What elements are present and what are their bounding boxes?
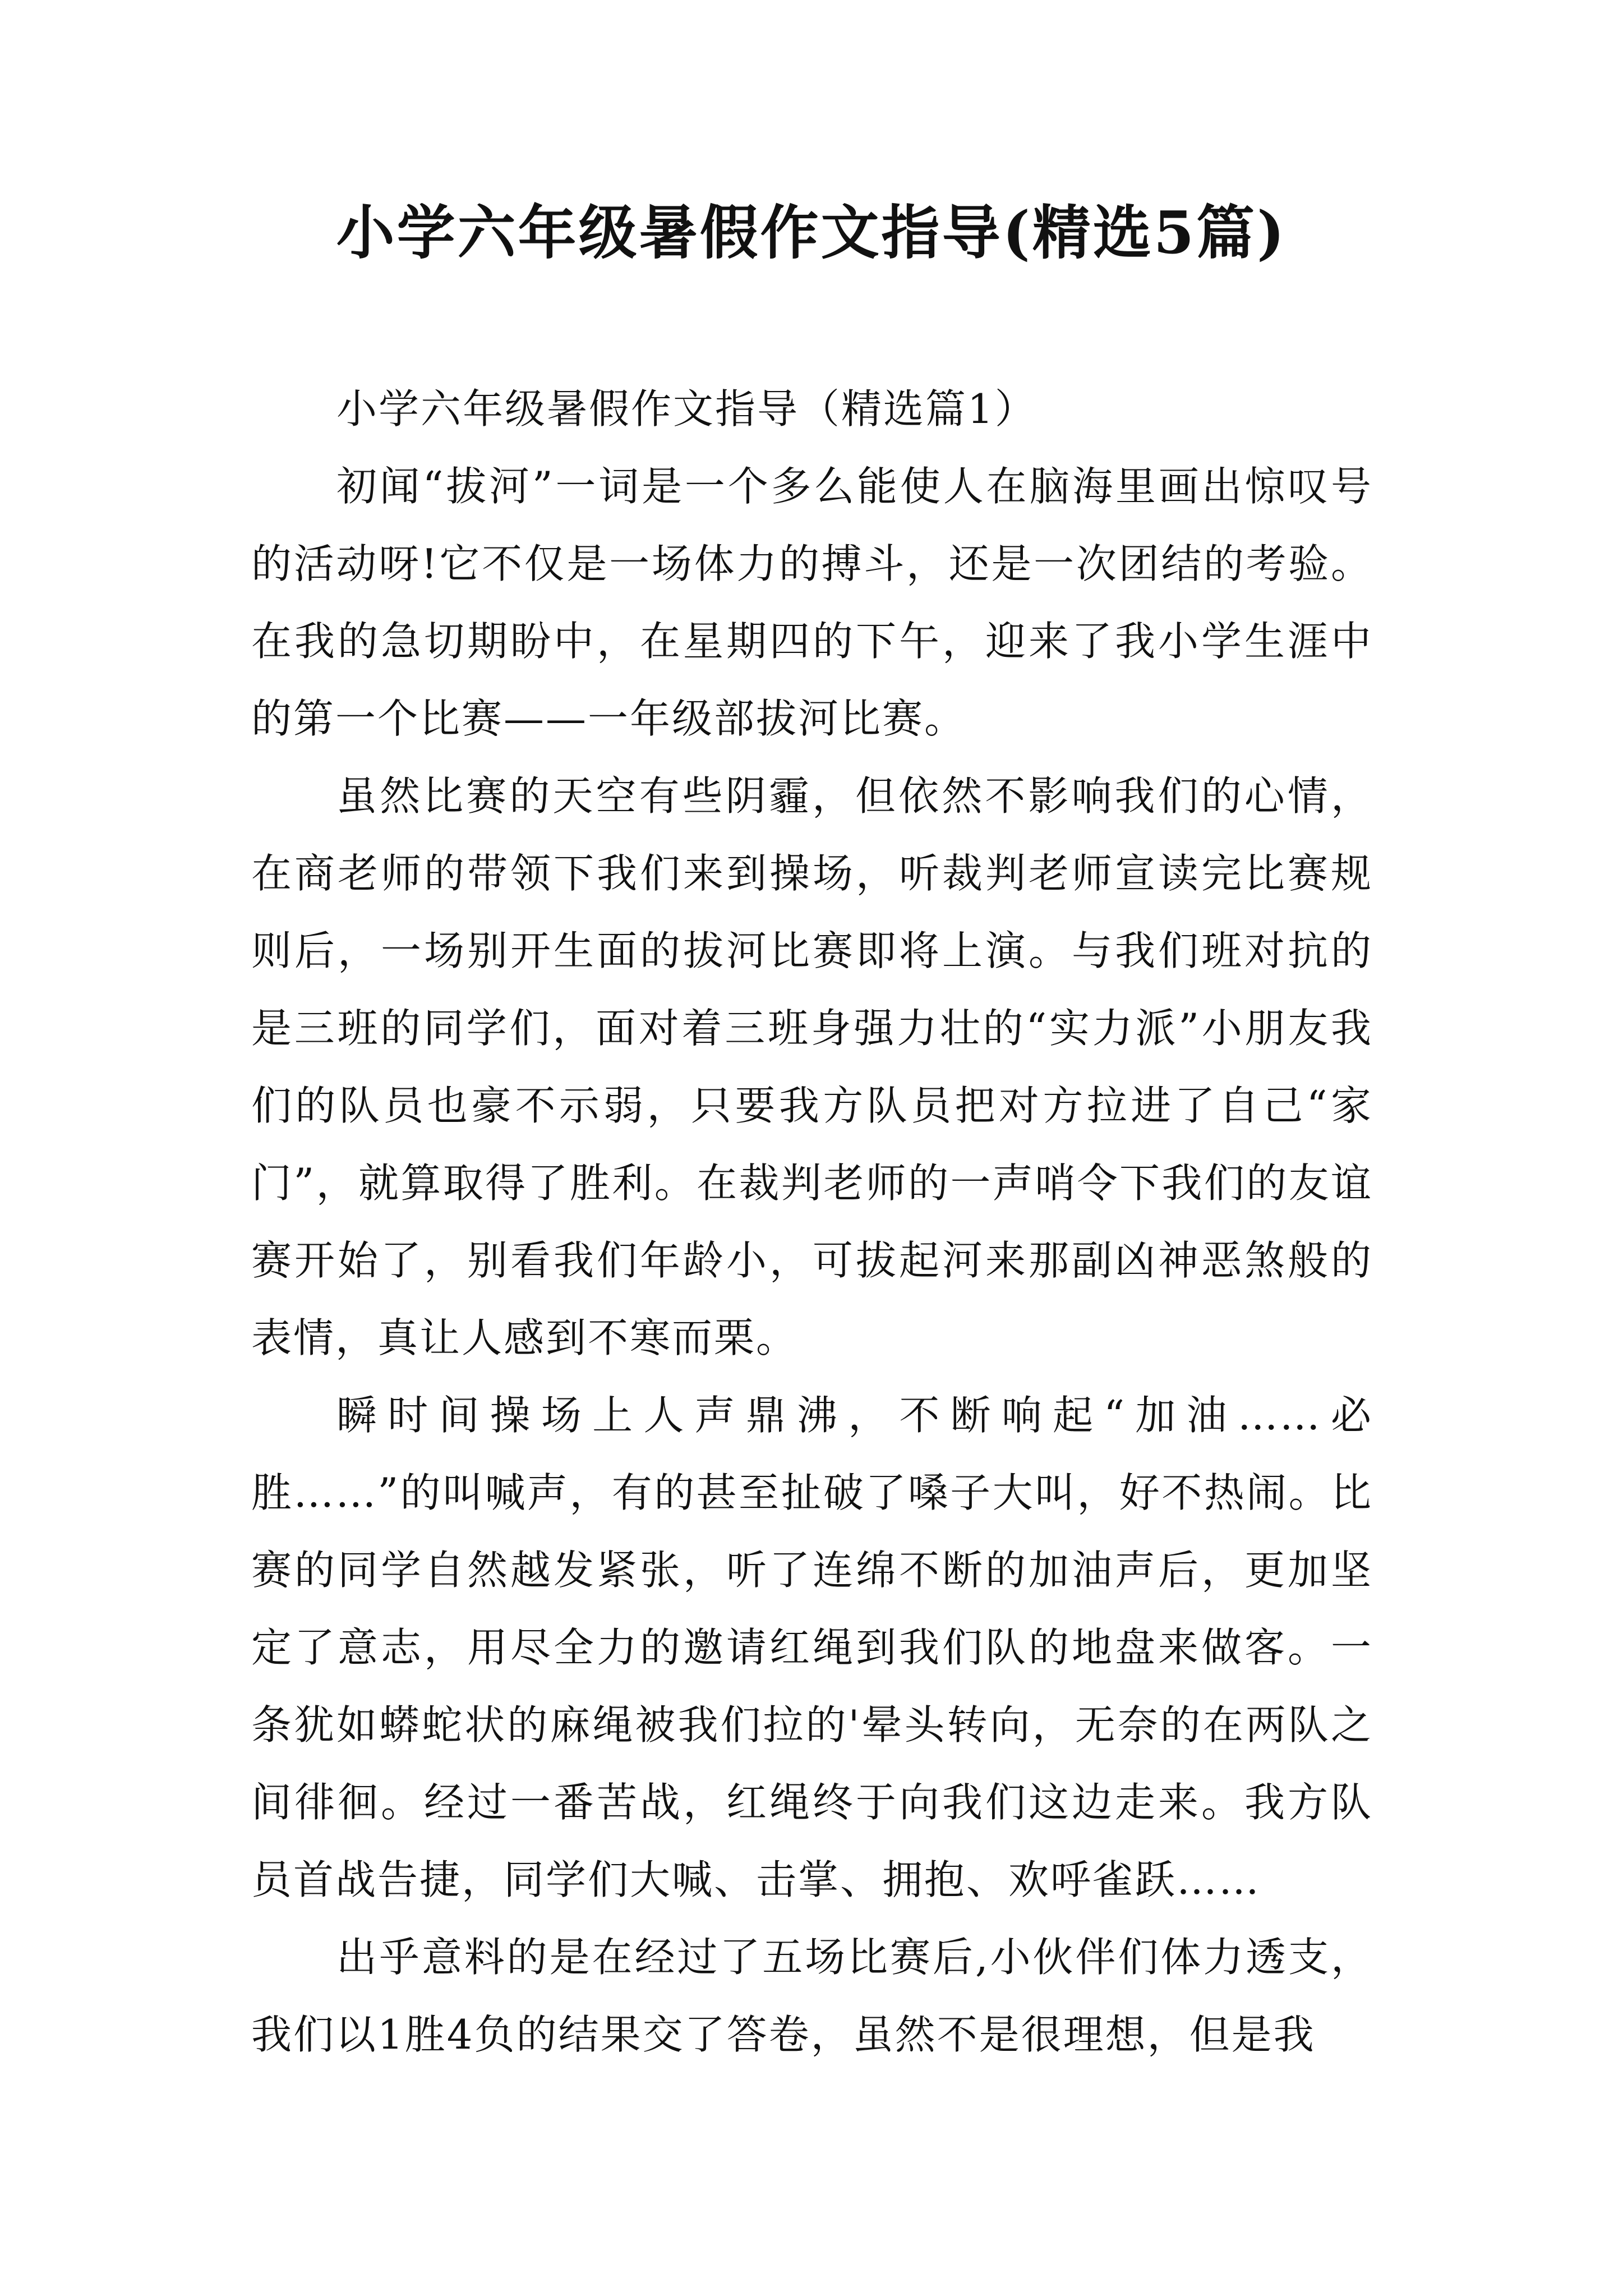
- document-title: 小学六年级暑假作文指导(精选5篇): [336, 198, 1287, 267]
- paragraph: 虽然比赛的天空有些阴霾，但依然不影响我们的心情，在商老师的带领下我们来到操场，听裁判老师宣读完比赛规则后，一场别开生面的拔河比赛即将上演。与我们班对抗的是三班的同学们，面对着三班身强力壮的“实力派”小朋友我们的队员也豪不示弱，只要我方队员把对方拉进了自己“家门”，就算取得了胜利。在裁判老师的一声哨令下我们的友谊赛开始了，别看我们年龄小，可拔起河来那副凶神恶煞般的表情，真让人感到不寒而栗。: [251, 772, 1373, 1361]
- document-body: [251, 370, 1373, 2073]
- paragraph: 瞬时间操场上人声鼎沸，不断响起“加油……必胜……”的叫喊声，有的甚至扯破了嗓子大叫，好不热闹。比赛的同学自然越发紧张，听了连绵不断的加油声后，更加坚定了意志，用尽全力的邀请红绳到我们队的地盘来做客。一条犹如蟒蛇状的麻绳被我们拉的'晕头转向，无奈的在两队之间徘徊。经过一番苦战，红绳终于向我们这边走来。我方队员首战告捷，同学们大喊、击掌、拥抱、欢呼雀跃……: [251, 1392, 1373, 1903]
- paragraph: 出乎意料的是在经过了五场比赛后,小伙伴们体力透支，我们以1胜4负的结果交了答卷，虽然不是很理想，但是我: [251, 1934, 1373, 2058]
- paragraph: 初闻“拔河”一词是一个多么能使人在脑海里画出惊叹号的活动呀!它不仅是一场体力的搏斗，还是一次团结的考验。在我的急切期盼中，在星期四的下午，迎来了我小学生涯中的第一个比赛——一年级部拔河比赛。: [251, 463, 1373, 742]
- section-subtitle: 小学六年级暑假作文指导（精选篇1）: [336, 385, 1037, 432]
